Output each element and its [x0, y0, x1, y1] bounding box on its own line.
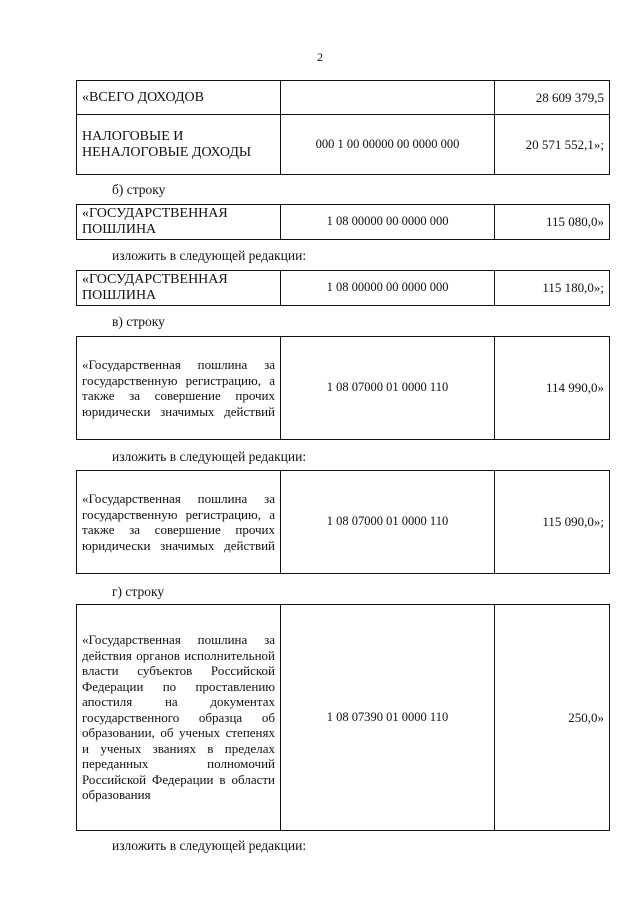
state-duty-table-old — [76, 204, 610, 240]
row-name: «Государственная пошлина за государственную регистрацию, а также за совершение прочих юридически значимых действий — [77, 471, 281, 574]
row-code: 1 08 07000 01 0000 110 — [281, 337, 495, 440]
row-value: 114 990,0» — [495, 337, 610, 440]
table-row — [77, 605, 610, 831]
table-row — [77, 81, 610, 115]
registration-duty-table-old — [76, 336, 610, 440]
state-duty-table-new — [76, 270, 610, 306]
table-row — [77, 471, 610, 574]
row-value: 115 180,0»; — [495, 271, 610, 306]
row-name: «Государственная пошлина за государственную регистрацию, а также за совершение прочих юридически значимых действий — [77, 337, 281, 440]
row-code: 1 08 00000 00 0000 000 — [281, 271, 495, 306]
row-code: 1 08 00000 00 0000 000 — [281, 205, 495, 240]
table-row — [77, 337, 610, 440]
row-value: 250,0» — [495, 605, 610, 831]
row-name: «Государственная пошлина за действия органов исполнительной власти субъектов Российской Федерации по проставлению апостиля на документах государственного образца об образовании, об ученых степенях и ученых званиях в пределах переданных полномочий Российской Федерации в области образования — [77, 605, 281, 831]
row-code: 1 08 07000 01 0000 110 — [281, 471, 495, 574]
row-name: НАЛОГОВЫЕ И НЕНАЛОГОВЫЕ ДОХОДЫ — [77, 115, 281, 175]
table-row — [77, 271, 610, 306]
row-value: 115 090,0»; — [495, 471, 610, 574]
totals-table — [76, 80, 610, 175]
row-value: 20 571 552,1»; — [495, 115, 610, 175]
paragraph-replace-3: изложить в следующей редакции: — [112, 838, 307, 853]
row-code — [281, 81, 495, 115]
row-name: «ГОСУДАРСТВЕННАЯ ПОШЛИНА — [77, 271, 281, 306]
row-name: «ВСЕГО ДОХОДОВ — [77, 81, 281, 115]
paragraph-replace-1: изложить в следующей редакции: — [112, 248, 307, 263]
row-code: 1 08 07390 01 0000 110 — [281, 605, 495, 831]
row-code: 000 1 00 00000 00 0000 000 — [281, 115, 495, 175]
row-value: 115 080,0» — [495, 205, 610, 240]
table-row — [77, 115, 610, 175]
paragraph-replace-2: изложить в следующей редакции: — [112, 449, 307, 464]
paragraph-g: г) строку — [112, 584, 165, 599]
page-number: 2 — [317, 50, 323, 64]
row-name: «ГОСУДАРСТВЕННАЯ ПОШЛИНА — [77, 205, 281, 240]
paragraph-b: б) строку — [112, 182, 166, 197]
paragraph-v: в) строку — [112, 314, 165, 329]
row-value: 28 609 379,5 — [495, 81, 610, 115]
registration-duty-table-new — [76, 470, 610, 574]
apostille-duty-table-old — [76, 604, 610, 831]
table-row — [77, 205, 610, 240]
